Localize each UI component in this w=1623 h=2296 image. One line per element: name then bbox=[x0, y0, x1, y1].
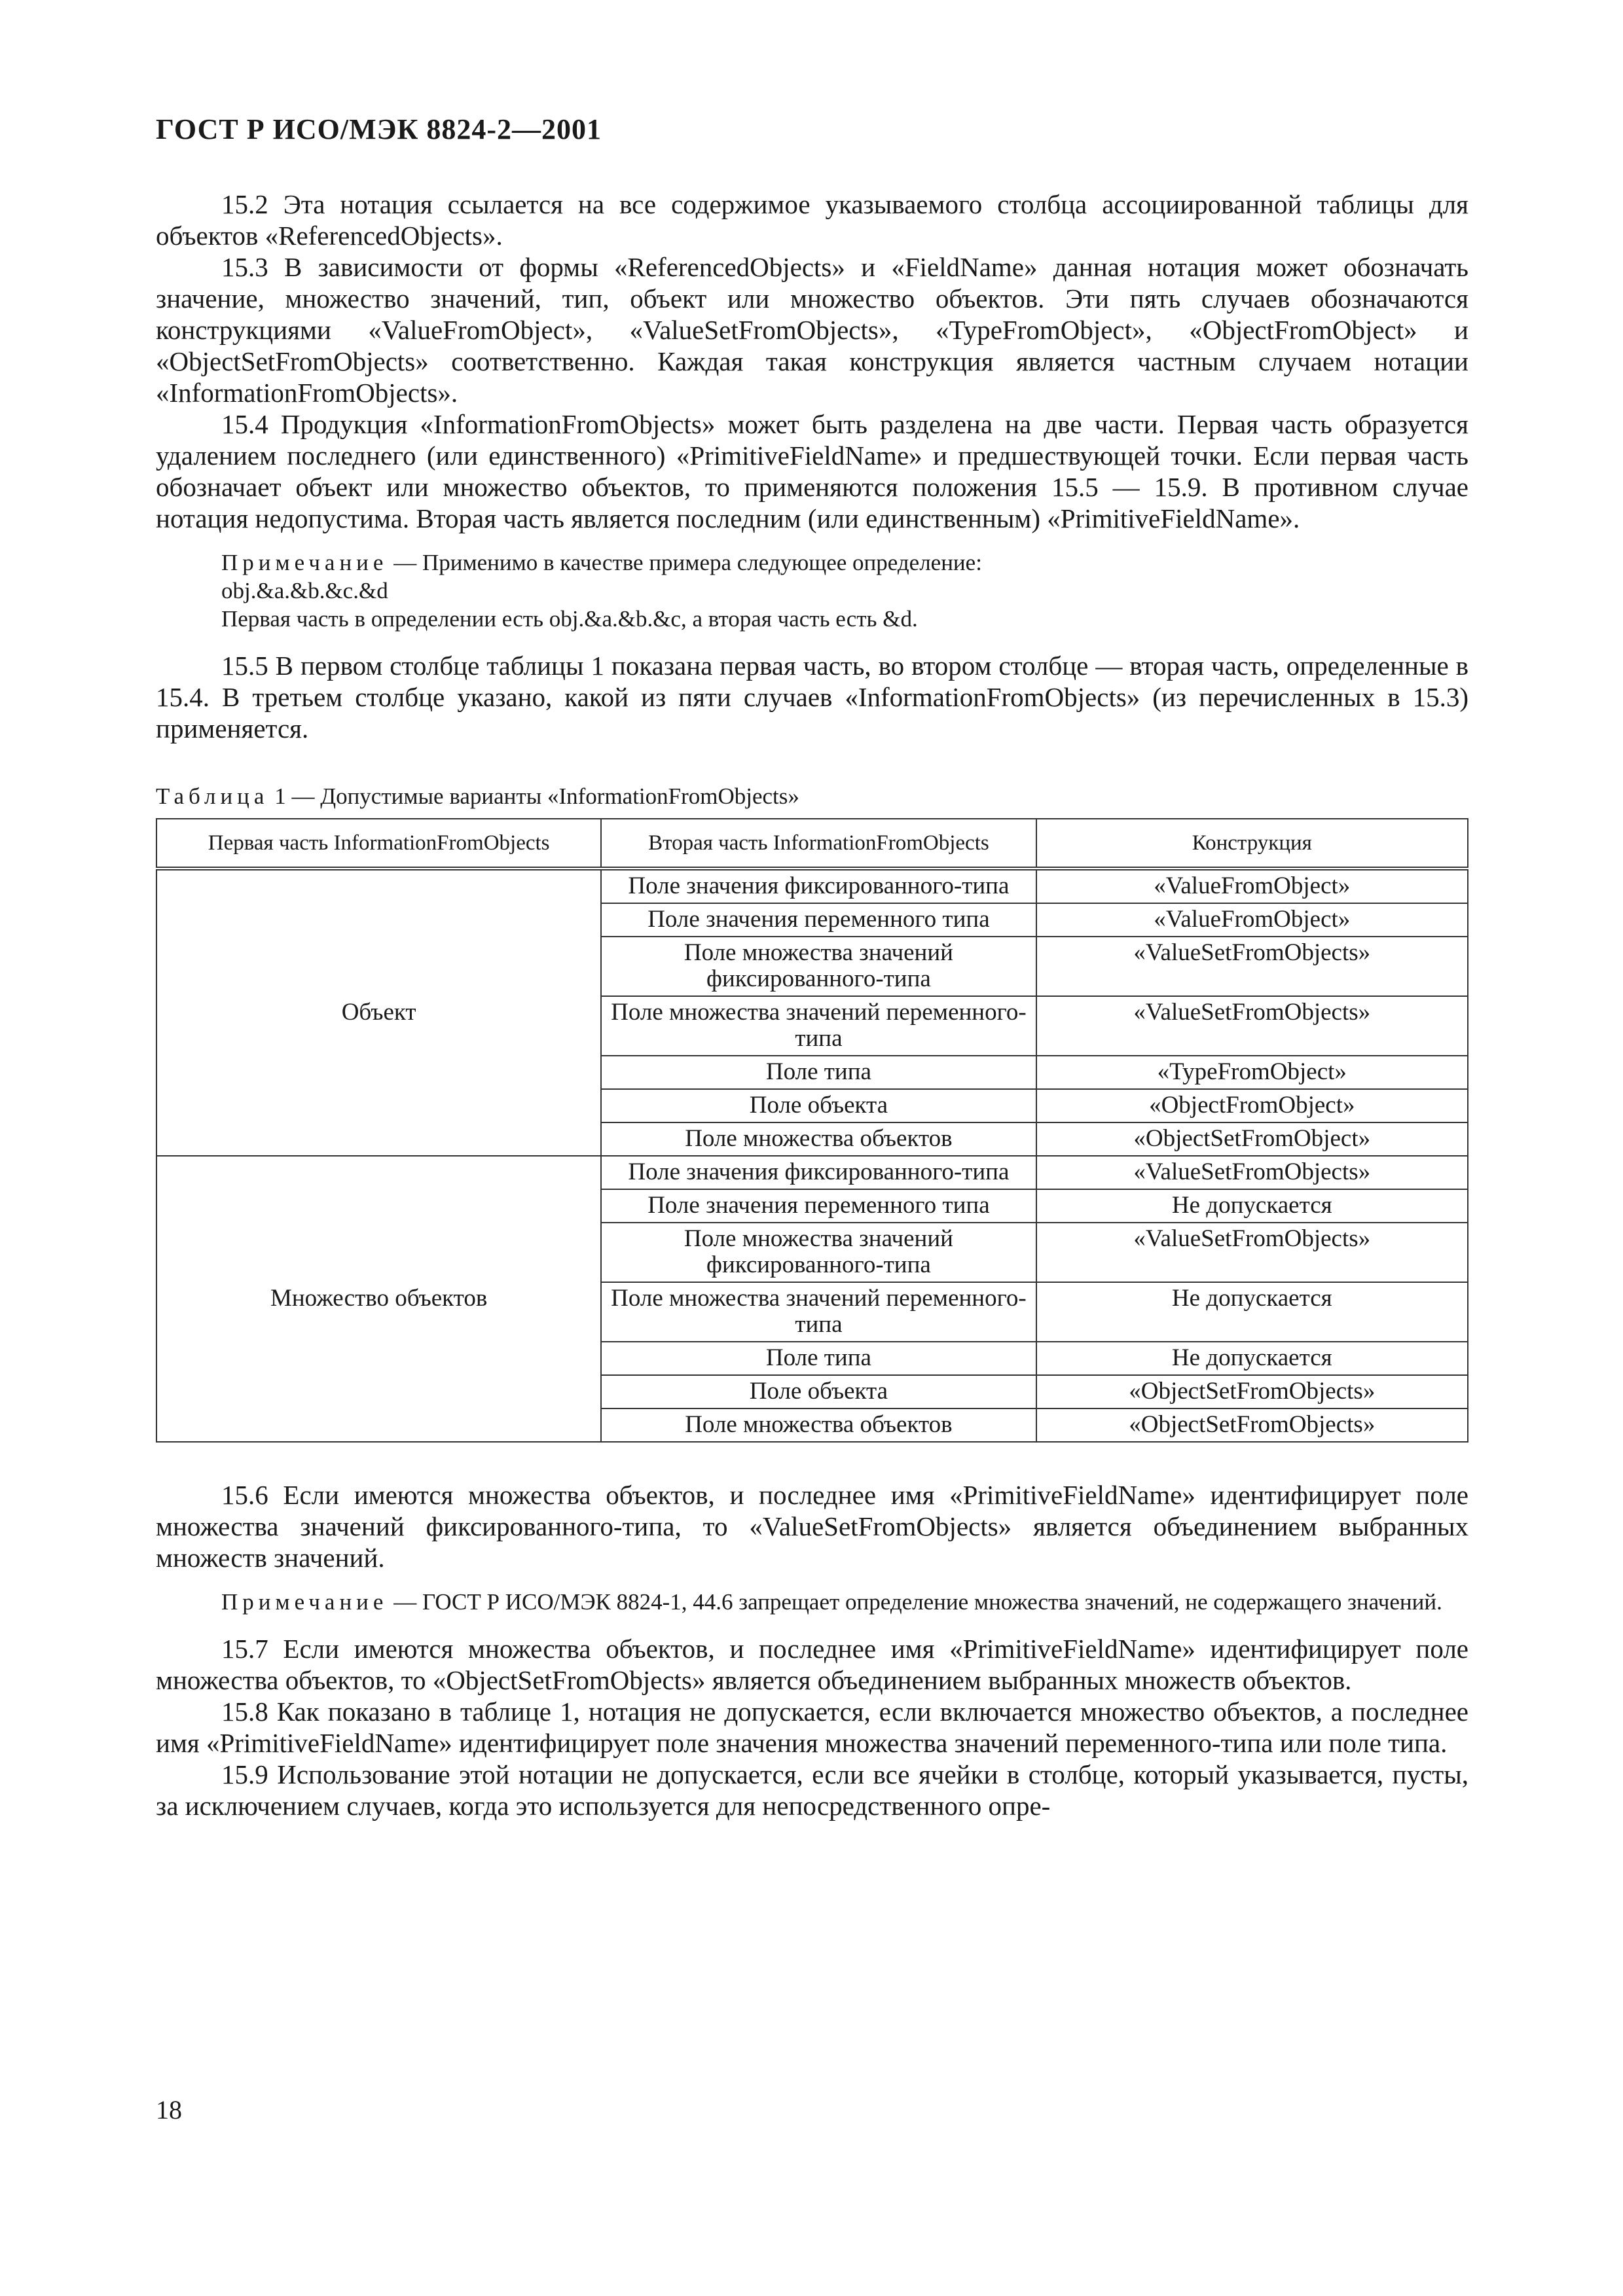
document-header: ГОСТ Р ИСО/МЭК 8824-2—2001 bbox=[156, 113, 602, 145]
table-cell: «TypeFromObject» bbox=[1036, 1056, 1468, 1089]
table-row bbox=[156, 869, 1468, 903]
note-example-explanation: Первая часть в определении есть obj.&a.&b.&c, а вторая часть есть &d. bbox=[221, 606, 918, 632]
paragraph-15-8: 15.8 Как показано в таблице 1, нотация не допускается, если включается множество объектов, а последнее имя «PrimitiveFieldName» идентифицирует поле значения множества значений переменного-типа или поле типа. bbox=[156, 1696, 1468, 1758]
table-cell: Поле объекта bbox=[601, 1089, 1036, 1122]
table-group-cell: Объект bbox=[156, 869, 601, 1156]
table-cell: Поле множества значений переменного-типа bbox=[601, 1282, 1036, 1342]
table-cell: Поле множества значений переменного-типа bbox=[601, 996, 1036, 1056]
table-caption bbox=[156, 782, 1468, 810]
table-row bbox=[156, 1156, 1468, 1189]
table-cell: Поле множества объектов bbox=[601, 1408, 1036, 1442]
note-gost bbox=[156, 1588, 1468, 1616]
table-header-row bbox=[156, 819, 1468, 869]
note-example-text: — Применимо в качестве примера следующее определение: bbox=[388, 550, 982, 575]
table-cell: Поле типа bbox=[601, 1342, 1036, 1375]
table-group-cell: Множество объектов bbox=[156, 1156, 601, 1442]
note-label: Примечание bbox=[221, 550, 388, 575]
paragraph-15-4: 15.4 Продукция «InformationFromObjects» может быть разделена на две части. Первая часть образуется удалением последнего (или единственного) «PrimitiveFieldName» и предшествующей точки. Если первая часть обозначает объект или множество объектов, то применяются положения 15.5 — 15.9. В противном случае нотация недопустима. Вторая часть является последним (или единственным) «PrimitiveFieldName». bbox=[156, 409, 1468, 533]
table-cell: «ValueSetFromObjects» bbox=[1036, 996, 1468, 1056]
table-cell: «ValueSetFromObjects» bbox=[1036, 1156, 1468, 1189]
table-cell: «ValueFromObject» bbox=[1036, 869, 1468, 903]
table-cell: Поле объекта bbox=[601, 1375, 1036, 1408]
table-1 bbox=[156, 818, 1468, 1443]
table-header-cell: Первая часть InformationFromObjects bbox=[156, 819, 601, 869]
table-cell: Поле множества значений фиксированного-типа bbox=[601, 1223, 1036, 1282]
table-cell: «ObjectSetFromObjects» bbox=[1036, 1408, 1468, 1442]
after-table-section bbox=[156, 1479, 1468, 1821]
table-cell: Поле значения фиксированного-типа bbox=[601, 1156, 1036, 1189]
page-number: 18 bbox=[156, 2095, 182, 2125]
paragraph-15-3: 15.3 В зависимости от формы «ReferencedObjects» и «FieldName» данная нотация может обозначать значение, множество значений, тип, объект или множество объектов. Эти пять случаев обозначаются конструкциями «ValueFromObject», «ValueSetFromObjects», «TypeFromObject», «ObjectFromObject» и «ObjectSetFromObjects» соответственно. Каждая такая конструкция является частным случаем нотации «InformationFromObjects». bbox=[156, 252, 1468, 408]
table-cell: «ValueSetFromObjects» bbox=[1036, 1223, 1468, 1282]
note-label: Примечание bbox=[221, 1589, 388, 1615]
table-header-cell: Вторая часть InformationFromObjects bbox=[601, 819, 1036, 869]
table-cell: Не допускается bbox=[1036, 1189, 1468, 1223]
note-example-code: obj.&a.&b.&c.&d bbox=[221, 578, 388, 603]
table-cell: Поле типа bbox=[601, 1056, 1036, 1089]
table-cell: «ObjectSetFromObjects» bbox=[1036, 1375, 1468, 1408]
note-gost-text: — ГОСТ Р ИСО/МЭК 8824-1, 44.6 запрещает определение множества значений, не содержащего значений. bbox=[388, 1589, 1442, 1615]
table-cell: «ValueSetFromObjects» bbox=[1036, 937, 1468, 996]
paragraph-15-2: 15.2 Эта нотация ссылается на все содержимое указываемого столбца ассоциированной таблицы для объектов «ReferencedObjects». bbox=[156, 189, 1468, 251]
table-caption-text: 1 — Допустимые варианты «InformationFromObjects» bbox=[268, 783, 799, 809]
table-cell: «ObjectSetFromObject» bbox=[1036, 1122, 1468, 1156]
table-cell: Поле значения переменного типа bbox=[601, 903, 1036, 937]
note-example bbox=[156, 548, 1468, 633]
paragraph-15-7: 15.7 Если имеются множества объектов, и последнее имя «PrimitiveFieldName» идентифицирует поле множества объектов, то «ObjectSetFromObjects» является объединением выбранных множеств объектов. bbox=[156, 1634, 1468, 1695]
table-cell: «ObjectFromObject» bbox=[1036, 1089, 1468, 1122]
table-cell: Поле значения переменного типа bbox=[601, 1189, 1036, 1223]
table-header-cell: Конструкция bbox=[1036, 819, 1468, 869]
table-cell: Поле множества значений фиксированного-типа bbox=[601, 937, 1036, 996]
paragraph-15-6: 15.6 Если имеются множества объектов, и последнее имя «PrimitiveFieldName» идентифицирует поле множества значений фиксированного-типа, то «ValueSetFromObjects» является объединением выбранных множеств значений. bbox=[156, 1480, 1468, 1573]
table-cell: Не допускается bbox=[1036, 1342, 1468, 1375]
note-example-line1 bbox=[156, 548, 1468, 577]
main-content bbox=[156, 188, 1468, 1821]
paragraph-15-9: 15.9 Использование этой нотации не допускается, если все ячейки в столбце, который указывается, пусты, за исключением случаев, когда это используется для непосредственного опре- bbox=[156, 1759, 1468, 1821]
table-cell: Поле множества объектов bbox=[601, 1122, 1036, 1156]
table-caption-label: Таблица bbox=[156, 783, 269, 809]
table-cell: Поле значения фиксированного-типа bbox=[601, 869, 1036, 903]
paragraph-15-5: 15.5 В первом столбце таблицы 1 показана первая часть, во втором столбце — вторая часть, определенные в 15.4. В третьем столбце указано, какой из пяти случаев «InformationFromObjects» (из перечисленных в 15.3) применяется. bbox=[156, 651, 1468, 744]
table-cell: Не допускается bbox=[1036, 1282, 1468, 1342]
table-cell: «ValueFromObject» bbox=[1036, 903, 1468, 937]
